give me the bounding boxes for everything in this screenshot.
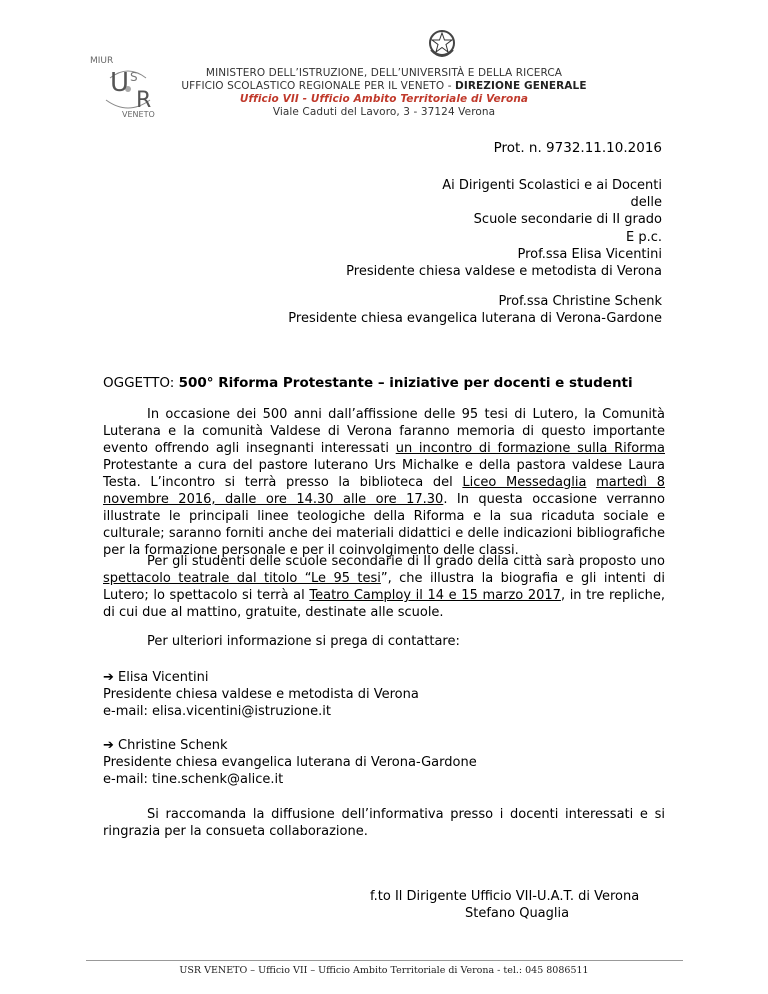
logo-miur-text: MIUR <box>90 56 114 66</box>
recipient-line: Ai Dirigenti Scolastici e ai Docenti <box>442 178 662 193</box>
signature-block <box>370 888 639 922</box>
para1-underlined: un incontro di formazione sulla Riforma <box>395 441 665 456</box>
para2-underlined: spettacolo teatrale dal titolo “Le 95 tesi <box>103 571 381 586</box>
recipients-block <box>442 177 662 228</box>
contact-vicentini <box>103 669 665 720</box>
para1-text: Protestante a cura del pastore luterano Urs Michalke e della pastora valdese Laura Testa. L’incontro si terrà presso la biblioteca del <box>103 458 665 490</box>
logo-u-letter: U <box>110 68 130 98</box>
closing-paragraph: Si raccomanda la diffusione dell’informativa presso i docenti interessati e si ringrazia per la consueta collaborazione. <box>103 807 665 839</box>
cc-line: Presidente chiesa evangelica luterana di Verona-Gardone <box>288 311 662 326</box>
header-address: Viale Caduti del Lavoro, 3 - 37124 Verona <box>272 106 496 118</box>
contact-role: Presidente chiesa valdese e metodista di Verona <box>103 687 419 702</box>
para1-underlined: Liceo Messedaglia <box>462 475 587 490</box>
contact-email: e-mail: elisa.vicentini@istruzione.it <box>103 704 331 719</box>
recipient-line: Scuole secondarie di II grado <box>473 212 662 227</box>
recipient-line: delle <box>630 195 662 210</box>
para1-underlined: martedì 8 novembre 2016, dalle ore 14.30 alle ore 17.30 <box>103 475 665 507</box>
subject-text: 500° Riforma Protestante – iniziative per docenti e studenti <box>178 375 633 391</box>
paragraph-formazione <box>103 406 665 559</box>
signature-title: f.to Il Dirigente Ufficio VII-U.A.T. di Verona <box>370 889 640 904</box>
para1-text: In occasione dei 500 anni dall’affissione delle 95 tesi di Lutero, la Comunità Luterana e la comunità Valdese di Verona faranno memoria di questo importante evento offrendo agli insegnanti interessati <box>103 407 665 456</box>
footer-divider <box>86 960 683 961</box>
cc-block <box>346 229 662 280</box>
signature-name: Stefano Quaglia <box>465 906 570 921</box>
paragraph-spettacolo <box>103 553 665 621</box>
contact-name: Elisa Vicentini <box>118 670 209 685</box>
header-ufficio-text: Ufficio VII - Ufficio Ambito Territoriale di Verona <box>239 93 529 105</box>
subject-line <box>103 375 665 392</box>
contact-email: e-mail: tine.schenk@alice.it <box>103 772 284 787</box>
footer-text: USR VENETO – Ufficio VII – Ufficio Ambito Territoriale di Verona - tel.: 045 8086511 <box>179 965 589 976</box>
cc-line: Presidente chiesa valdese e metodista di Verona <box>346 264 662 279</box>
republic-emblem-icon <box>427 28 457 60</box>
header-office-text: UFFICIO SCOLASTICO REGIONALE PER IL VENETO - <box>181 80 456 92</box>
subject-label: OGGETTO: <box>103 375 179 391</box>
contact-role: Presidente chiesa evangelica luterana di Verona-Gardone <box>103 755 477 770</box>
paragraph-contatti: Per ulteriori informazione si prega di contattare: <box>147 634 460 649</box>
cc-line: Prof.ssa Christine Schenk <box>498 294 662 309</box>
header-direzione: DIREZIONE GENERALE <box>455 80 587 92</box>
logo-r-letter: R <box>136 88 152 113</box>
cc-line: E p.c. <box>625 230 662 245</box>
arrow-right-icon: ➔ <box>103 738 114 753</box>
para2-underlined: Teatro Camploy il 14 e 15 marzo 2017 <box>309 588 561 603</box>
para2-text: Per gli studenti delle scuole secondarie di II grado della città sarà proposto uno <box>147 554 665 569</box>
logo-veneto-text: VENETO <box>122 110 155 119</box>
para1-text: . In questa occasione verranno illustrate le principali linee teologiche della Riforma e la sua ricaduta sociale e culturale; saranno forniti anche dei materiali didattici e delle indicazioni bibliografiche per la formazione personale e per il coinvolgimento delle classi. <box>103 492 665 558</box>
header-ministry: MINISTERO DELL’ISTRUZIONE, DELL’UNIVERSITÀ E DELLA RICERCA <box>205 67 563 79</box>
contact-schenk <box>103 737 665 788</box>
contact-name: Christine Schenk <box>118 738 228 753</box>
para2-text: ”, che illustra la biografia e gli intenti di Lutero; lo spettacolo si terrà al <box>103 571 665 603</box>
para1-text <box>586 475 596 490</box>
header-ufficio <box>0 93 768 105</box>
header-office <box>0 80 768 92</box>
protocol-number: Prot. n. 9732.11.10.2016 <box>493 140 662 156</box>
logo-s-letter: S <box>130 70 138 84</box>
arrow-right-icon: ➔ <box>103 670 114 685</box>
cc-line: Prof.ssa Elisa Vicentini <box>517 247 662 262</box>
para2-text: , in tre repliche, di cui due al mattino, gratuite, destinate alle scuole. <box>103 588 665 620</box>
cc-block-2 <box>288 293 662 327</box>
